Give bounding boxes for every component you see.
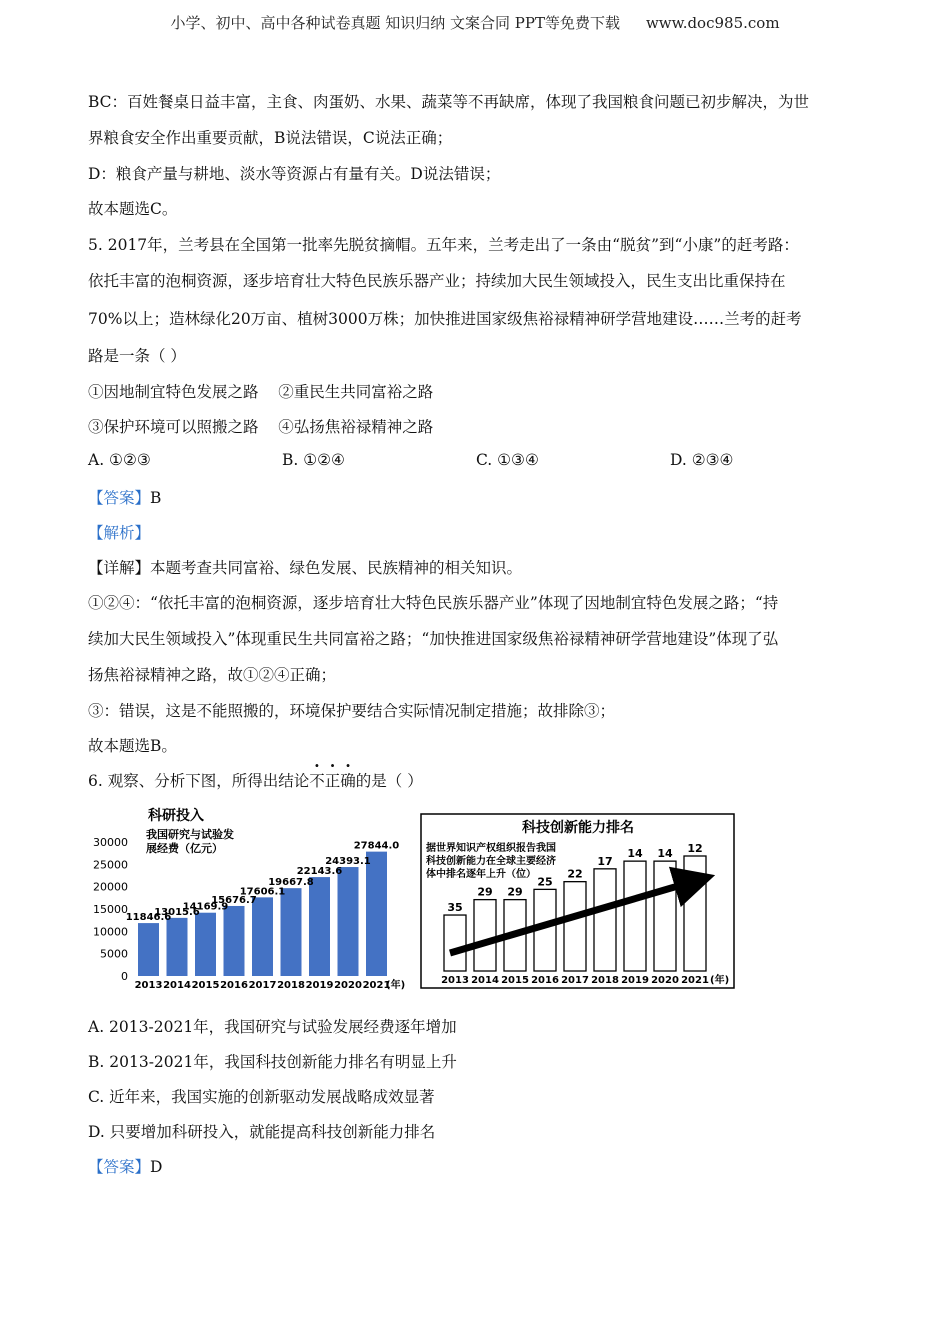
q5-explanation-2: 续加大民生领域投入”体现重民生共同富裕之路；“加快推进国家级焦裕禄精神研学营地建设”体现了弘 <box>88 630 779 648</box>
chart1-x-tick: 2017 <box>248 980 277 991</box>
chart1-x-tick: 2014 <box>163 980 191 991</box>
chart1-x-tick: 2020 <box>334 980 362 991</box>
innovation-ranking-chart <box>420 813 736 991</box>
chart2-data-label: 12 <box>687 842 703 855</box>
chart1-y-tick: 25000 <box>93 858 128 872</box>
chart1-data-label: 19667.8 <box>268 877 314 889</box>
chart1-bar-2021 <box>366 852 387 976</box>
research-investment-chart <box>88 800 418 996</box>
chart1-x-tick: 2021 <box>362 980 391 991</box>
chart2-note-2: 科技创新能力在全球主要经济 <box>426 856 556 867</box>
q5-option-d: D. ②③④ <box>670 451 734 469</box>
chart2-x-tick: 2015 <box>501 975 529 986</box>
chart2-x-tick: 2014 <box>471 975 499 986</box>
q5-conclusion: 故本题选B。 <box>88 737 177 755</box>
q6-stem-pre: 6. 观察、分析下图，所得出结论 <box>88 772 310 790</box>
chart1-bar-2015 <box>195 913 216 976</box>
chart1-data-label: 27844.0 <box>353 840 400 852</box>
chart1-subtitle-2: 展经费（亿元） <box>146 842 223 855</box>
header-text: 小学、初中、高中各种试卷真题 知识归纳 文案合同 PPT等免费下载 <box>170 14 620 32</box>
chart2-x-tick: 2018 <box>591 975 619 986</box>
chart1-bar-2018 <box>281 888 302 976</box>
chart1-subtitle-1: 我国研究与试验发 <box>146 828 234 841</box>
answer-tag: 【答案】 <box>88 1158 151 1176</box>
chart2-title: 科技创新能力排名 <box>522 820 634 836</box>
chart2-data-label: 35 <box>447 901 463 915</box>
chart1-x-tick: 2018 <box>277 980 305 991</box>
detail-text: 本题考查共同富裕、绿色发展、民族精神的相关知识。 <box>150 559 523 577</box>
q5-detail <box>88 556 522 578</box>
chart2-x-tick: 2021 <box>681 975 709 986</box>
q6-stem-post: 的是（ ） <box>355 772 423 790</box>
chart1-data-label: 15676.7 <box>211 894 257 906</box>
q5-stem-1: 5. 2017年，兰考县在全国第一批率先脱贫摘帽。五年来，兰考走出了一条由“脱贫”到“小康”的赶考路： <box>88 236 799 254</box>
answer-tag: 【答案】 <box>88 489 151 507</box>
chart2-data-label: 14 <box>657 847 673 861</box>
chart2-data-label: 14 <box>627 847 643 861</box>
chart1-x-tick: 2015 <box>191 980 220 991</box>
chart2-bar-2017 <box>564 882 586 971</box>
chart1-y-tick: 0 <box>121 970 128 983</box>
q4-bc-line-1: BC：百姓餐桌日益丰富，主食、肉蛋奶、水果、蔬菜等不再缺席，体现了我国粮食问题已初步解决，为世 <box>88 93 810 111</box>
emphasis-char: 确 <box>340 772 356 790</box>
chart2-bar-2021 <box>684 856 706 971</box>
q5-explanation-4: ③：错误，这是不能照搬的，环境保护要结合实际情况制定措施；故排除③； <box>88 702 616 720</box>
q5-option-c: C. ①③④ <box>476 451 539 469</box>
chart2-data-label: 17 <box>597 854 613 868</box>
chart1-x-tick: 2016 <box>220 980 248 991</box>
q6-option-d: D. 只要增加科研投入，就能提高科技创新能力排名 <box>88 1123 436 1141</box>
q5-stem-3: 70%以上；造林绿化20万亩、植树3000万株；加快推进国家级焦裕禄精神研学营地建设……兰考的赶考 <box>88 310 802 328</box>
chart2-x-unit: (年) <box>710 975 730 986</box>
q5-explanation-1: ①②④：“依托丰富的泡桐资源，逐步培育壮大特色民族乐器产业”体现了因地制宜特色发展之路；“持 <box>88 594 779 612</box>
chart2-bar-2018 <box>594 869 616 971</box>
chart2-x-tick: 2019 <box>621 975 649 986</box>
q5-answer <box>88 486 161 508</box>
chart1-bar-2017 <box>252 897 273 976</box>
q6-option-b: B. 2013-2021年，我国科技创新能力排名有明显上升 <box>88 1053 457 1071</box>
q5-option-a: A. ①②③ <box>88 451 151 469</box>
chart1-data-label: 17606.1 <box>239 886 286 898</box>
chart1-x-unit: (年) <box>386 980 406 991</box>
chart2-note-1: 据世界知识产权组织报告我国 <box>426 843 556 854</box>
detail-tag: 【详解】 <box>88 559 151 577</box>
chart2-bar-2014 <box>474 900 496 971</box>
chart1-y-tick: 5000 <box>100 947 128 961</box>
chart1-bar-2019 <box>309 877 330 976</box>
chart2-data-label: 29 <box>507 885 523 899</box>
chart1-bar-2013 <box>138 923 159 976</box>
chart2-x-tick: 2020 <box>651 975 679 986</box>
chart2-x-tick: 2017 <box>561 975 589 986</box>
q4-bc-line-2: 界粮食安全作出重要贡献，B说法错误，C说法正确； <box>88 129 453 147</box>
chart2-note-3: 体中排名逐年上升（位） <box>426 869 536 880</box>
chart1-data-label: 13015.6 <box>154 906 200 918</box>
q4-conclusion: 故本题选C。 <box>88 200 178 218</box>
chart1-y-tick: 20000 <box>93 880 128 894</box>
chart1-data-label: 24393.1 <box>325 856 371 868</box>
chart1-y-tick: 10000 <box>93 925 128 939</box>
q5-stem-4: 路是一条（ ） <box>88 347 186 365</box>
q5-option-b: B. ①②④ <box>282 451 345 469</box>
chart2-x-tick: 2013 <box>441 975 469 986</box>
chart2-bar-2013 <box>444 915 466 971</box>
chart2-data-label: 22 <box>567 867 583 881</box>
chart1-data-label: 11846.6 <box>125 912 172 924</box>
chart1-title: 科研投入 <box>148 808 204 824</box>
chart2-data-label: 29 <box>477 885 493 899</box>
chart1-bar-2020 <box>338 867 359 976</box>
q5-analysis-tag: 【解析】 <box>88 524 151 542</box>
page-header <box>0 12 950 33</box>
chart1-data-label: 22143.6 <box>296 866 343 878</box>
q6-option-a: A. 2013-2021年，我国研究与试验发展经费逐年增加 <box>88 1018 457 1036</box>
q6-stem <box>88 769 423 791</box>
q5-explanation-3: 扬焦裕禄精神之路，故①②④正确； <box>88 666 337 684</box>
chart1-y-tick: 15000 <box>93 903 128 916</box>
q5-items-1: ①因地制宜特色发展之路 ②重民生共同富裕之路 <box>88 383 434 401</box>
chart1-data-label: 14169.9 <box>182 901 229 913</box>
emphasis-char: 不 <box>309 772 325 790</box>
chart1-bar-2014 <box>167 918 188 976</box>
chart2-data-label: 25 <box>537 875 553 889</box>
header-url[interactable]: www.doc985.com <box>645 14 780 32</box>
chart2-x-tick: 2016 <box>531 975 559 986</box>
q6-answer <box>88 1155 162 1177</box>
chart2-bar-2020 <box>654 861 676 971</box>
q4-d-line: D：粮食产量与耕地、淡水等资源占有量有关。D说法错误； <box>88 165 501 183</box>
q6-option-c: C. 近年来，我国实施的创新驱动发展战略成效显著 <box>88 1088 435 1106</box>
q5-stem-2: 依托丰富的泡桐资源，逐步培育壮大特色民族乐器产业；持续加大民生领域投入，民生支出比重保持在 <box>88 272 786 290</box>
chart2-bar-2019 <box>624 861 646 971</box>
chart1-bar-2016 <box>224 906 245 976</box>
chart1-y-tick: 30000 <box>93 836 128 849</box>
emphasis-char: 正 <box>324 772 341 790</box>
chart1-x-tick: 2013 <box>134 980 163 991</box>
answer-value: D <box>150 1158 163 1176</box>
q5-items-2: ③保护环境可以照搬之路 ④弘扬焦裕禄精神之路 <box>88 418 434 436</box>
chart1-x-tick: 2019 <box>305 980 334 991</box>
answer-value: B <box>150 489 162 507</box>
